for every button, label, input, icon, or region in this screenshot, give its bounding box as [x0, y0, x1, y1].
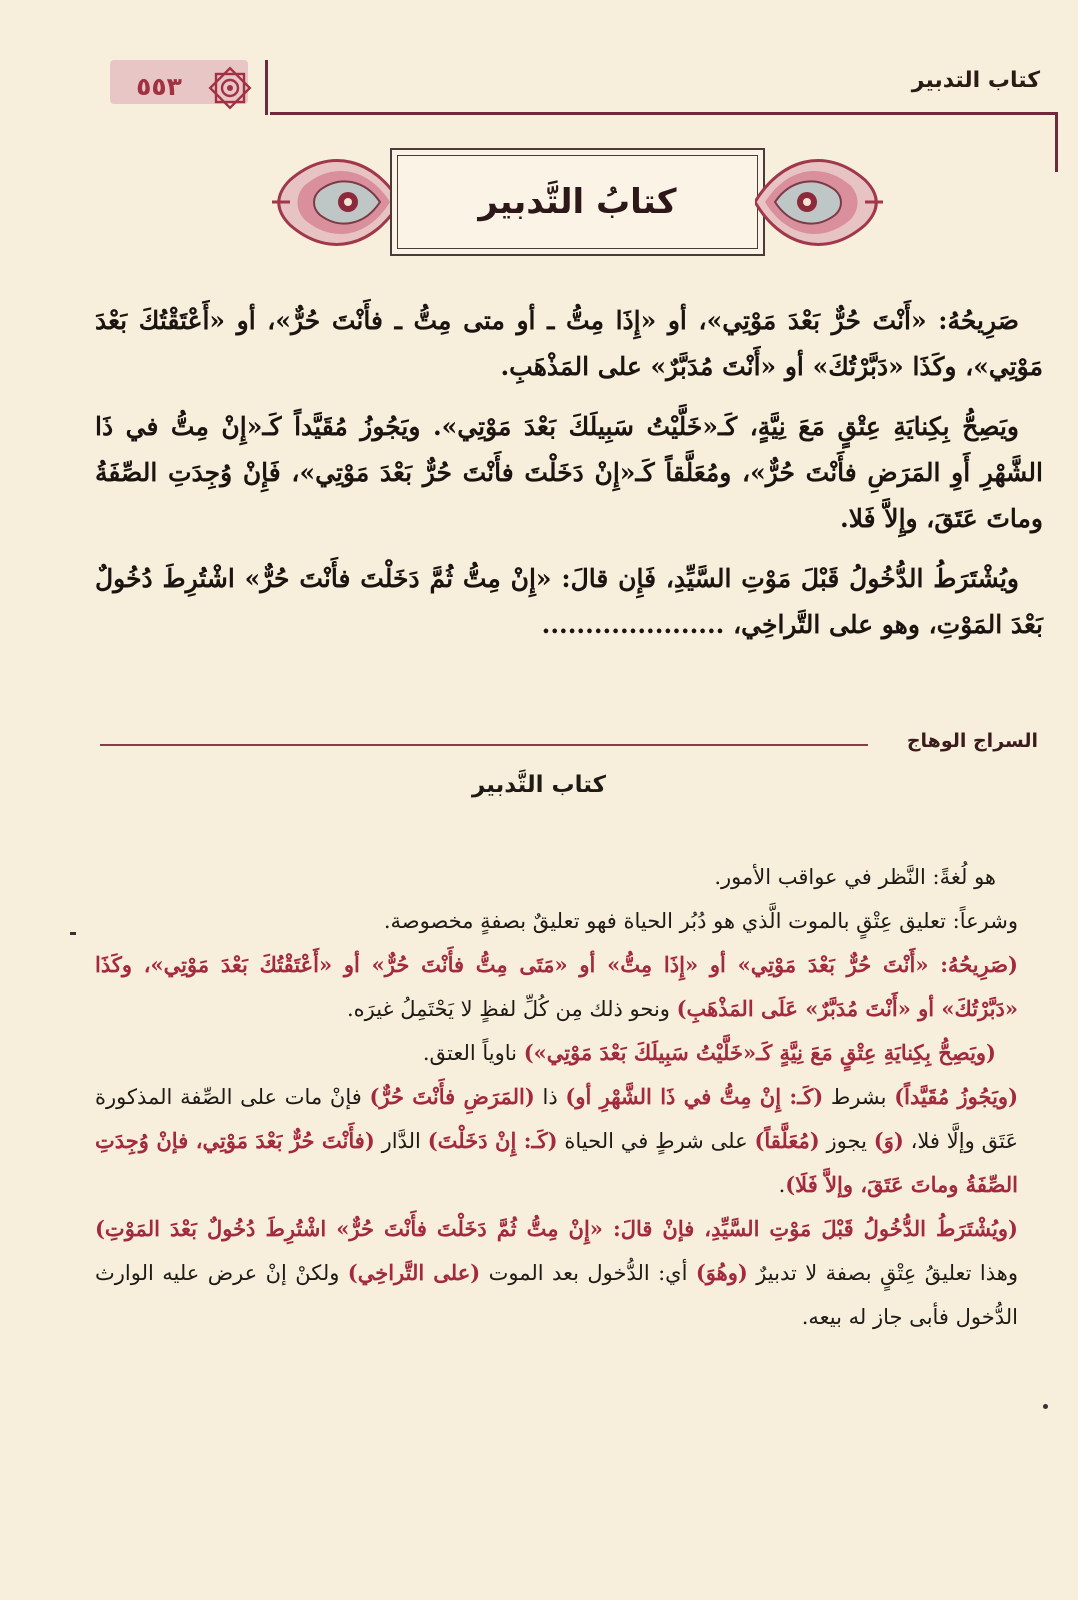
sharh-text: ونحو ذلك مِن كُلِّ لفظٍ لا يَحْتَمِلُ غيرَه.	[346, 997, 677, 1021]
sharh-text: وهذا تعليقُ عِتْقٍ بصفة لا تدبيرٌ	[747, 1261, 1018, 1285]
sharh-text: يجوز	[819, 1129, 874, 1153]
sharh-text: فإنْ مات على الصِّفة المذكورة عَتَق وإلَّا فلا،	[95, 1085, 1018, 1153]
matn-quote: (ويَجُوزُ مُقَيَّداً)	[894, 1084, 1019, 1109]
running-title: كتاب التدبير	[911, 68, 1040, 93]
arabesque-ornament-left	[270, 140, 400, 265]
commentary-paragraph: وشرعاً: تعليق عِتْقٍ بالموت الَّذي هو دُبُر الحياة فهو تعليقٌ بصفةٍ مخصوصة.	[383, 909, 1018, 933]
matn-quote: (فأَنْتَ حُرٌّ بَعْدَ مَوْتِي، فإنْ وُجِدَتِ الصِّفَةُ وماتَ عَتَقَ، وإلاَّ فَلَا)	[95, 1128, 1018, 1197]
sharh-text: أي: الدُّخول بعد الموت	[480, 1261, 696, 1285]
sharh-text: ولكنْ إنْ عرض عليه الوارث الدُّخول فأبى جاز له بيعه.	[95, 1261, 1018, 1329]
margin-dot	[1043, 1404, 1048, 1409]
matn-quote: (كَـ: إِنْ دَخَلْتَ)	[427, 1128, 558, 1153]
main-paragraph: صَرِيحُهُ: «أَنْتَ حُرٌّ بَعْدَ مَوْتِي»، أو «إِذَا مِتُّ ـ أو متى مِتُّ ـ فأَنْتَ حُرٌّ»، أو «أَعْتَقْتُكَ بَعْدَ مَوْتِي»، وكَذَا «دَبَّرْتُكَ» أو «أَنْتَ مُدَبَّرٌ» على المَذْهَبِ.	[95, 306, 1043, 381]
commentary-paragraph	[95, 943, 1018, 1031]
matn-quote: (على التَّراخِي)	[347, 1260, 481, 1285]
matn-quote: (وَ)	[873, 1128, 904, 1153]
sharh-text: ذا	[534, 1085, 566, 1109]
matn-quote: (المَرَضِ فأَنْتَ حُرٌّ)	[369, 1084, 535, 1109]
sharh-text: ناوياً العتق.	[422, 1041, 524, 1065]
sharh-text: على شرطٍ في الحياة	[557, 1129, 755, 1153]
matn-quote: (كَـ: إِنْ مِتُّ في ذَا الشَّهْرِ أو)	[565, 1084, 824, 1109]
sharh-text: بشرط	[823, 1085, 895, 1109]
chapter-title-frame	[390, 148, 765, 256]
commentary-text	[95, 855, 1018, 1339]
matn-quote: (ويَصِحُّ بِكِنايَةِ عِتْقٍ مَعَ نِيَّةٍ كَـ«خَلَّيْتُ سَبِيلَكَ بَعْدَ مَوْتِي»)	[523, 1040, 996, 1065]
matn-quote: (مُعَلَّقاً)	[754, 1128, 820, 1153]
arabesque-ornament-right	[755, 140, 885, 265]
main-paragraph: ويَصِحُّ بِكِنايَةِ عِتْقٍ مَعَ نِيَّةٍ، كَـ«خَلَّيْتُ سَبِيلَكَ بَعْدَ مَوْتِي». ويَجُوزُ مُقَيَّداً كَـ«إِنْ مِتُّ في ذَا الشَّهْرِ أَوِ المَرَضِ فأَنْتَ حُرٌّ»، ومُعَلَّقاً كَـ«إِنْ دَخَلْتَ فأَنْتَ حُرٌّ بَعْدَ مَوْتِي»، فَإِنْ وُجِدَتِ الصِّفَةُ وماتَ عَتَقَ، وإِلاَّ فَلا.	[95, 412, 1043, 533]
commentary-label: السراج الوهاج	[906, 730, 1038, 752]
header-divider	[265, 60, 268, 115]
rosette-icon	[206, 64, 254, 112]
running-header	[100, 50, 1058, 128]
commentary-paragraph	[95, 1207, 1018, 1339]
matn-quote: (وهُوَ)	[695, 1260, 748, 1285]
matn-quote: (ويُشْتَرَطُ الدُّخُولُ قَبْلَ مَوْتِ السَّيِّدِ، فإنْ قالَ: «إِنْ مِتُّ ثُمَّ دَخَلْتَ فأَنْتَ حُرٌّ» اشْتُرِطَ دُخُولٌ بَعْدَ المَوْتِ)	[95, 1216, 1018, 1241]
sharh-text: الدَّار	[374, 1129, 428, 1153]
page-number: ٥٥٣	[136, 72, 182, 101]
commentary-paragraph: هو لُغةً: النَّظر في عواقب الأمور.	[714, 865, 996, 889]
sharh-text: .	[778, 1173, 786, 1197]
commentary-title: كتاب التَّدبير	[471, 772, 607, 798]
margin-mark	[70, 932, 76, 935]
header-rule	[270, 112, 1058, 115]
commentary-divider	[100, 744, 868, 746]
commentary-paragraph	[95, 1075, 1018, 1207]
header-rule-right	[1055, 112, 1058, 172]
chapter-title: كتابُ التَّدبير	[478, 182, 677, 222]
page-number-badge	[110, 60, 248, 104]
commentary-paragraph	[95, 1031, 1018, 1075]
main-text	[95, 298, 1043, 662]
main-paragraph: ويُشْتَرَطُ الدُّخُولُ قَبْلَ مَوْتِ السَّيِّدِ، فَإِن قالَ: «إِنْ مِتُّ ثُمَّ دَخَلْتَ فأَنْتَ حُرٌّ» اشْتُرِطَ دُخُولٌ بَعْدَ المَوْتِ، وهو على التَّراخِي، .....................	[95, 564, 1043, 639]
matn-quote: (صَرِيحُهُ: «أَنْتَ حُرٌّ بَعْدَ مَوْتِي» أو «إِذَا مِتُّ» أو «مَتَى مِتُّ فأَنْتَ حُرٌّ» أو «أَعْتَقْتُكَ بَعْدَ مَوْتِي»، وكَذَا «دَبَّرْتُكَ» أو «أَنْتَ مُدَبَّرٌ» عَلَى المَذْهَبِ)	[95, 952, 1018, 1021]
